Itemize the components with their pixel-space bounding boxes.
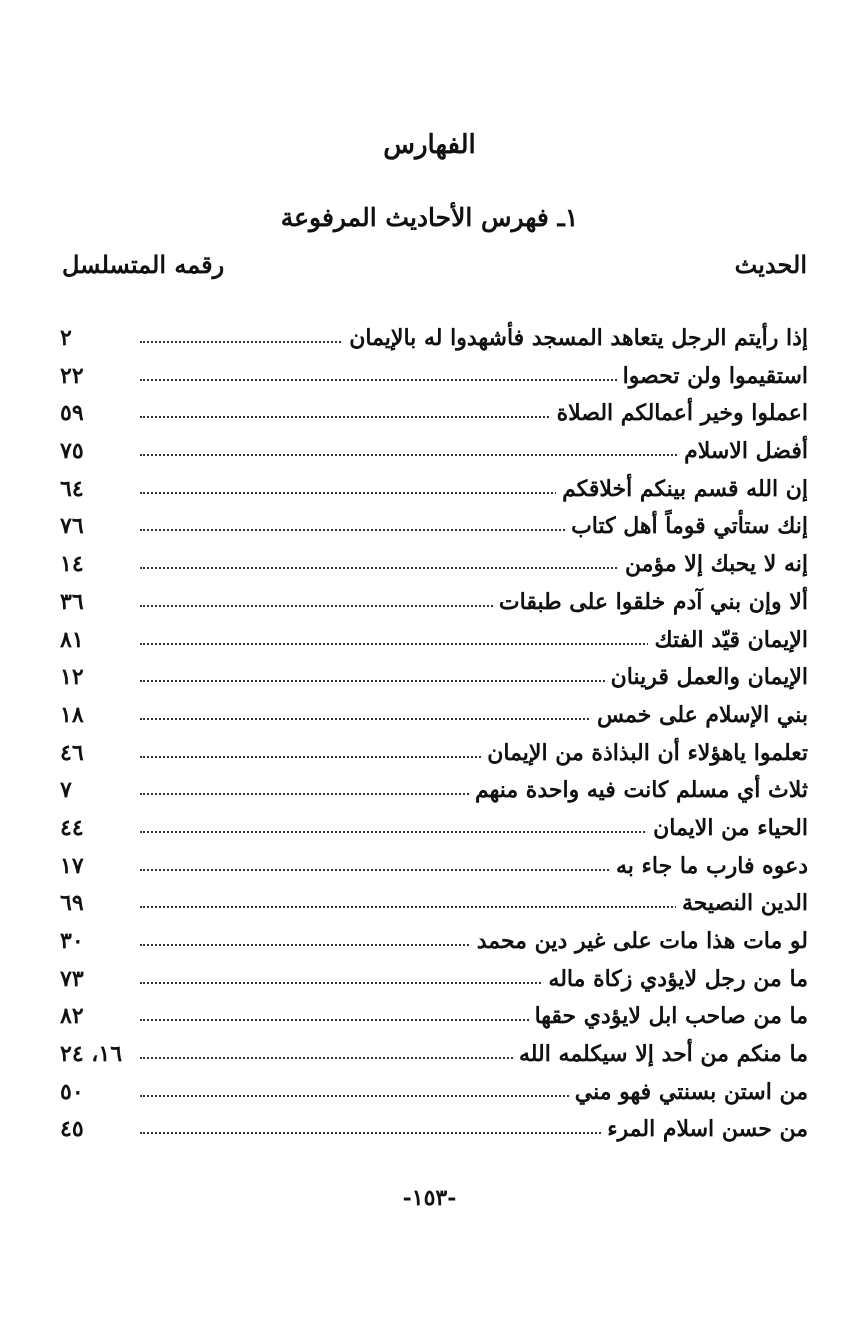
hadith-text: الإيمان والعمل قرينان: [605, 659, 808, 697]
hadith-text: اعملوا وخير أعمالكم الصلاة: [551, 395, 808, 433]
hadith-text: تعلموا ياهؤلاء أن البذاذة من الإيمان: [481, 735, 808, 773]
hadith-number: ٣٦: [60, 584, 90, 622]
hadith-text: من حسن اسلام المرء: [601, 1111, 808, 1149]
hadith-text: ما منكم من أحد إلا سيكلمه الله: [513, 1036, 808, 1074]
list-item: [60, 584, 808, 622]
hadith-number: ١٧: [60, 848, 90, 886]
list-item: [60, 1111, 808, 1149]
list-item: [60, 697, 808, 735]
list-item: [60, 772, 808, 810]
hadith-number: ٨٢: [60, 998, 90, 1036]
list-item: [60, 471, 808, 509]
list-item: [60, 848, 808, 886]
list-item: [60, 810, 808, 848]
hadith-text: إنك ستأتي قوماً أهل كتاب: [565, 508, 808, 546]
hadith-number: ٥٩: [60, 395, 90, 433]
hadith-number: ٦٩: [60, 885, 90, 923]
list-item: [60, 885, 808, 923]
list-item: [60, 395, 808, 433]
list-item: [60, 1074, 808, 1112]
column-header-hadith: الحديث: [734, 250, 807, 279]
hadith-text: ألا وإن بني آدم خلقوا على طبقات: [493, 584, 808, 622]
hadith-text: إن الله قسم بينكم أخلاقكم: [556, 471, 808, 509]
list-item: [60, 998, 808, 1036]
hadith-number: ٢: [60, 320, 78, 358]
page-number: -١٥٣-: [402, 1185, 457, 1211]
hadith-number: ٢٢: [60, 358, 90, 396]
hadith-number: ٧٣: [60, 961, 90, 999]
hadith-text: أفضل الاسلام: [678, 433, 808, 471]
hadith-number: ٤٦: [60, 735, 90, 773]
section-title: ١ـ فهرس الأحاديث المرفوعة: [280, 203, 579, 232]
hadith-number: ١٢: [60, 659, 90, 697]
hadith-text: استقيموا ولن تحصوا: [617, 358, 808, 396]
list-item: [60, 1036, 808, 1074]
list-item: [60, 735, 808, 773]
hadith-text: ما من صاحب ابل لايؤدي حقها: [529, 998, 808, 1036]
hadith-text: ما من رجل لايؤدي زكاة ماله: [542, 961, 808, 999]
hadith-number: ٧: [60, 772, 78, 810]
hadith-number: ٥٠: [60, 1074, 90, 1112]
hadith-text: إذا رأيتم الرجل يتعاهد المسجد فأشهدوا له بالإيمان: [343, 320, 808, 358]
list-item: [60, 546, 808, 584]
hadith-number: ٧٥: [60, 433, 90, 471]
hadith-number: ١٦، ٢٤: [60, 1036, 128, 1074]
hadith-text: من استن بسنتي فهو مني: [569, 1074, 808, 1112]
hadith-text: الدين النصيحة: [676, 885, 808, 923]
list-item: [60, 358, 808, 396]
list-item: [60, 923, 808, 961]
list-item: [60, 622, 808, 660]
list-item: [60, 659, 808, 697]
hadith-text: إنه لا يحبك إلا مؤمن: [619, 546, 808, 584]
hadith-text: الحياء من الايمان: [647, 810, 808, 848]
hadith-text: دعوه فارب ما جاء به: [610, 848, 808, 886]
hadith-number: ٦٤: [60, 471, 90, 509]
hadith-text: ثلاث أي مسلم كانت فيه واحدة منهم: [469, 772, 808, 810]
hadith-number: ١٨: [60, 697, 90, 735]
hadith-number: ٧٦: [60, 508, 90, 546]
list-item: [60, 961, 808, 999]
column-header-number: رقمه المتسلسل: [62, 250, 225, 279]
hadith-text: لو مات هذا مات على غير دين محمد: [471, 923, 808, 961]
hadith-index-list: [60, 320, 808, 1149]
hadith-number: ٨١: [60, 622, 90, 660]
list-item: [60, 320, 808, 358]
list-item: [60, 433, 808, 471]
hadith-number: ٤٤: [60, 810, 90, 848]
hadith-number: ٣٠: [60, 923, 90, 961]
hadith-text: بني الإسلام على خمس: [591, 697, 808, 735]
hadith-number: ١٤: [60, 546, 90, 584]
list-item: [60, 508, 808, 546]
hadith-number: ٤٥: [60, 1111, 90, 1149]
hadith-text: الإيمان قيّد الفتك: [648, 622, 808, 660]
page-title: الفهارس: [383, 130, 476, 160]
